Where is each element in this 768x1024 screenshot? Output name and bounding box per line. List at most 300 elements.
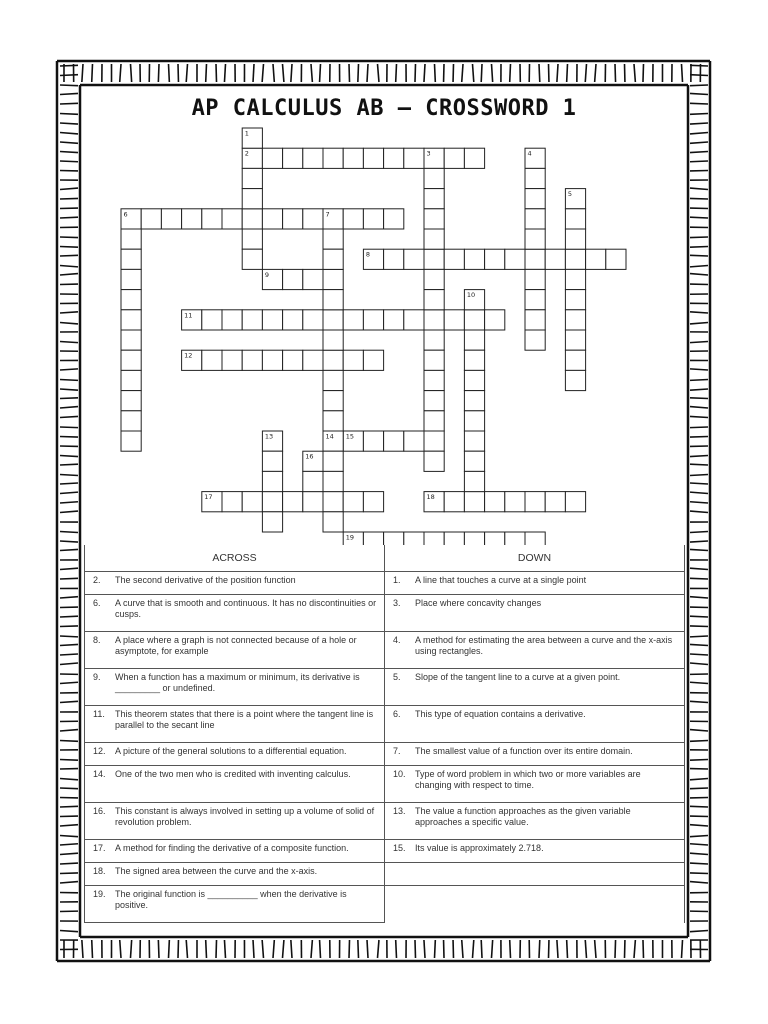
crossword-cell[interactable] bbox=[323, 148, 343, 168]
border-hatch bbox=[60, 644, 78, 645]
crossword-cell[interactable] bbox=[384, 310, 404, 330]
clue-number-label: 11 bbox=[184, 311, 193, 320]
border-hatch bbox=[424, 940, 425, 958]
crossword-cell[interactable] bbox=[222, 310, 242, 330]
crossword-cell[interactable] bbox=[424, 532, 444, 545]
border-hatch bbox=[481, 940, 482, 958]
crossword-cell[interactable] bbox=[323, 370, 343, 390]
across-clue bbox=[85, 885, 385, 922]
border-hatch bbox=[690, 873, 708, 874]
crossword-cell[interactable] bbox=[404, 310, 424, 330]
crossword-cell[interactable] bbox=[565, 370, 585, 390]
crossword-cell[interactable] bbox=[363, 492, 383, 512]
crossword-cell[interactable] bbox=[464, 249, 484, 269]
crossword-cell[interactable] bbox=[121, 290, 141, 310]
border-hatch bbox=[690, 882, 708, 883]
border-hatch bbox=[311, 940, 312, 958]
crossword-cell[interactable] bbox=[343, 148, 363, 168]
crossword-cell[interactable] bbox=[283, 492, 303, 512]
clue-number-label: 4 bbox=[527, 149, 532, 158]
crossword-cell[interactable] bbox=[464, 492, 484, 512]
crossword-cell[interactable] bbox=[444, 249, 464, 269]
crossword-cell[interactable] bbox=[525, 269, 545, 289]
crossword-cell[interactable] bbox=[525, 229, 545, 249]
border-hatch bbox=[60, 701, 78, 702]
crossword-cell[interactable] bbox=[363, 148, 383, 168]
border-hatch bbox=[690, 701, 708, 702]
crossword-cell[interactable] bbox=[242, 492, 262, 512]
crossword-cell[interactable] bbox=[565, 249, 585, 269]
clue-number: 3. bbox=[393, 597, 401, 608]
crossword-cell[interactable] bbox=[121, 431, 141, 451]
border-hatch bbox=[253, 940, 254, 958]
crossword-cell[interactable] bbox=[303, 350, 323, 370]
crossword-cell[interactable] bbox=[464, 431, 484, 451]
clue-number: 9. bbox=[93, 671, 101, 682]
border-hatch bbox=[60, 616, 78, 617]
border-hatch bbox=[690, 788, 708, 789]
border-hatch bbox=[60, 806, 78, 807]
crossword-cell[interactable] bbox=[525, 310, 545, 330]
crossword-cell[interactable] bbox=[303, 471, 323, 491]
empty-clue-cell bbox=[385, 885, 685, 922]
crossword-cell[interactable] bbox=[323, 451, 343, 471]
border-hatch bbox=[60, 626, 78, 627]
border-hatch bbox=[492, 940, 493, 958]
crossword-cell[interactable] bbox=[283, 310, 303, 330]
down-clue bbox=[385, 839, 685, 862]
crossword-cell[interactable] bbox=[525, 209, 545, 229]
down-clue bbox=[385, 765, 685, 802]
crossword-cell[interactable] bbox=[121, 330, 141, 350]
crossword-cell[interactable] bbox=[525, 249, 545, 269]
border-hatch bbox=[349, 940, 350, 958]
crossword-cell[interactable] bbox=[565, 492, 585, 512]
border-hatch bbox=[690, 863, 708, 864]
crossword-cell[interactable] bbox=[424, 168, 444, 188]
crossword-cell[interactable] bbox=[363, 350, 383, 370]
crossword-cell[interactable] bbox=[384, 532, 404, 545]
crossword-cell[interactable] bbox=[444, 492, 464, 512]
crossword-cell[interactable] bbox=[121, 350, 141, 370]
clue-text: Place where concavity changes bbox=[415, 597, 542, 608]
border-hatch bbox=[60, 549, 78, 550]
crossword-cell[interactable] bbox=[565, 209, 585, 229]
crossword-cell[interactable] bbox=[363, 532, 383, 545]
clue-row bbox=[85, 862, 685, 885]
border-hatch bbox=[60, 863, 78, 864]
crossword-cell[interactable] bbox=[121, 411, 141, 431]
clue-text: A curve that is smooth and continuous. It has no discontinuities or cusps. bbox=[115, 597, 377, 619]
border-hatch bbox=[60, 682, 78, 683]
crossword-cell[interactable] bbox=[464, 310, 484, 330]
crossword-cell[interactable] bbox=[121, 269, 141, 289]
clue-number-label: 12 bbox=[184, 351, 193, 360]
border-hatch bbox=[690, 654, 708, 655]
crossword-cell[interactable] bbox=[343, 310, 363, 330]
crossword-cell[interactable] bbox=[404, 532, 424, 545]
crossword-cell[interactable] bbox=[323, 290, 343, 310]
clue-number: 18. bbox=[93, 865, 106, 876]
border-hatch bbox=[690, 730, 708, 731]
clue-text: This constant is always involved in setting up a volume of solid of revolution problem. bbox=[115, 805, 375, 827]
crossword-cell[interactable] bbox=[424, 431, 444, 451]
crossword-cell[interactable] bbox=[262, 350, 282, 370]
crossword-cell[interactable] bbox=[404, 148, 424, 168]
border-hatch bbox=[131, 940, 132, 958]
crossword-cell[interactable] bbox=[525, 330, 545, 350]
crossword-cell[interactable] bbox=[525, 492, 545, 512]
crossword-cell[interactable] bbox=[384, 249, 404, 269]
crossword-cell[interactable] bbox=[424, 310, 444, 330]
crossword-cell[interactable] bbox=[323, 330, 343, 350]
crossword-cell[interactable] bbox=[384, 209, 404, 229]
down-clue bbox=[385, 802, 685, 839]
crossword-cell[interactable] bbox=[586, 249, 606, 269]
crossword-cell[interactable] bbox=[525, 532, 545, 545]
border-hatch bbox=[690, 825, 708, 826]
crossword-cell[interactable] bbox=[424, 229, 444, 249]
clue-number-label: 7 bbox=[325, 210, 330, 219]
clue-number-label: 17 bbox=[204, 493, 213, 502]
crossword-cell[interactable] bbox=[464, 330, 484, 350]
crossword-cell[interactable] bbox=[222, 492, 242, 512]
crossword-cell[interactable] bbox=[262, 451, 282, 471]
clue-number: 8. bbox=[93, 634, 101, 645]
border-hatch bbox=[60, 760, 78, 761]
border-hatch bbox=[283, 940, 284, 958]
crossword-cell[interactable] bbox=[424, 330, 444, 350]
down-clue bbox=[385, 572, 685, 595]
border-hatch bbox=[60, 663, 78, 664]
down-header: DOWN bbox=[385, 545, 685, 572]
crossword-cell[interactable] bbox=[424, 209, 444, 229]
crossword-cell[interactable] bbox=[464, 370, 484, 390]
clue-row bbox=[85, 594, 685, 631]
down-clue bbox=[385, 668, 685, 705]
crossword-cell[interactable] bbox=[323, 310, 343, 330]
border-hatch bbox=[690, 760, 708, 761]
crossword-cell[interactable] bbox=[485, 492, 505, 512]
across-clue bbox=[85, 631, 385, 668]
border-hatch bbox=[60, 636, 78, 637]
crossword-cell[interactable] bbox=[424, 269, 444, 289]
clue-text: Type of word problem in which two or more variables are changing with respect to time. bbox=[415, 768, 641, 790]
crossword-cell[interactable] bbox=[121, 229, 141, 249]
across-clue bbox=[85, 705, 385, 742]
crossword-cell[interactable] bbox=[464, 411, 484, 431]
crossword-cell[interactable] bbox=[565, 330, 585, 350]
down-clue bbox=[385, 631, 685, 668]
crossword-cell[interactable] bbox=[121, 391, 141, 411]
crossword-cell[interactable] bbox=[464, 148, 484, 168]
crossword-cell[interactable] bbox=[222, 209, 242, 229]
crossword-cell[interactable] bbox=[262, 471, 282, 491]
crossword-cell[interactable] bbox=[303, 310, 323, 330]
crossword-cell[interactable] bbox=[262, 310, 282, 330]
border-hatch bbox=[60, 654, 78, 655]
border-hatch bbox=[60, 882, 78, 883]
clue-number-label: 2 bbox=[244, 149, 249, 158]
crossword-cell[interactable] bbox=[303, 148, 323, 168]
crossword-cell[interactable] bbox=[202, 310, 222, 330]
clue-number: 2. bbox=[93, 575, 101, 585]
crossword-cell[interactable] bbox=[323, 229, 343, 249]
crossword-cell[interactable] bbox=[424, 370, 444, 390]
clue-number-label: 14 bbox=[325, 432, 334, 441]
crossword-cell[interactable] bbox=[565, 350, 585, 370]
clue-row bbox=[85, 572, 685, 595]
crossword-cell[interactable] bbox=[565, 229, 585, 249]
crossword-cell[interactable] bbox=[121, 310, 141, 330]
crossword-cell[interactable] bbox=[444, 310, 464, 330]
crossword-cell[interactable] bbox=[464, 471, 484, 491]
clue-text: The smallest value of a function over its entire domain. bbox=[415, 745, 633, 756]
clue-number: 15. bbox=[393, 842, 406, 853]
border-hatch bbox=[690, 682, 708, 683]
border-hatch bbox=[690, 836, 708, 837]
clue-number: 6. bbox=[93, 597, 101, 608]
crossword-cell[interactable] bbox=[525, 189, 545, 209]
border-hatch bbox=[60, 730, 78, 731]
clue-text: A picture of the general solutions to a differential equation. bbox=[115, 745, 347, 756]
clue-number: 7. bbox=[393, 745, 401, 756]
border-hatch bbox=[60, 853, 78, 854]
border-hatch bbox=[358, 940, 359, 958]
crossword-cell[interactable] bbox=[161, 209, 181, 229]
crossword-cell[interactable] bbox=[242, 249, 262, 269]
border-hatch bbox=[82, 940, 83, 958]
across-clue bbox=[85, 742, 385, 765]
border-hatch bbox=[262, 940, 263, 958]
crossword-cell[interactable] bbox=[323, 350, 343, 370]
crossword-cell[interactable] bbox=[242, 189, 262, 209]
across-clue bbox=[85, 594, 385, 631]
border-hatch bbox=[682, 940, 683, 958]
crossword-cell[interactable] bbox=[464, 350, 484, 370]
clue-text: Slope of the tangent line to a curve at a given point. bbox=[415, 671, 621, 682]
border-hatch bbox=[690, 626, 708, 627]
border-hatch bbox=[510, 940, 511, 958]
crossword-cell[interactable] bbox=[384, 148, 404, 168]
crossword-cell[interactable] bbox=[242, 168, 262, 188]
border-hatch bbox=[643, 940, 644, 958]
clue-text: This type of equation contains a derivative. bbox=[415, 708, 586, 719]
border-hatch bbox=[120, 940, 121, 958]
crossword-cell[interactable] bbox=[404, 431, 424, 451]
clue-number: 13. bbox=[393, 805, 406, 816]
clue-text: When a function has a maximum or minimum, its derivative is _________ or undefined. bbox=[115, 671, 360, 693]
clue-number: 5. bbox=[393, 671, 401, 682]
crossword-cell[interactable] bbox=[323, 249, 343, 269]
crossword-cell[interactable] bbox=[464, 451, 484, 471]
clue-row bbox=[85, 839, 685, 862]
across-clue bbox=[85, 802, 385, 839]
clue-text: One of the two men who is credited with inventing calculus. bbox=[115, 768, 351, 779]
clue-number: 16. bbox=[93, 805, 106, 816]
clue-number: 14. bbox=[93, 768, 106, 779]
crossword-cell[interactable] bbox=[323, 391, 343, 411]
clue-number: 1. bbox=[393, 575, 401, 585]
border-hatch bbox=[585, 940, 586, 958]
crossword-cell[interactable] bbox=[606, 249, 626, 269]
crossword-cell[interactable] bbox=[545, 249, 565, 269]
border-hatch bbox=[60, 931, 78, 932]
border-hatch bbox=[690, 931, 708, 932]
clue-text: A line that touches a curve at a single point bbox=[415, 575, 587, 585]
crossword-cell[interactable] bbox=[444, 148, 464, 168]
crossword-cell[interactable] bbox=[283, 209, 303, 229]
clue-number-label: 5 bbox=[567, 190, 573, 199]
border-hatch bbox=[60, 597, 78, 598]
across-clue bbox=[85, 572, 385, 595]
crossword-cell[interactable] bbox=[121, 249, 141, 269]
crossword-cell[interactable] bbox=[262, 148, 282, 168]
crossword-cell[interactable] bbox=[565, 269, 585, 289]
crossword-cell[interactable] bbox=[141, 209, 161, 229]
clue-number-label: 10 bbox=[466, 291, 476, 300]
clue-text: A method for finding the derivative of a composite function. bbox=[115, 842, 349, 853]
border-hatch bbox=[690, 549, 708, 550]
border-hatch bbox=[169, 940, 170, 958]
border-hatch bbox=[462, 940, 463, 958]
border-hatch bbox=[224, 940, 225, 958]
clue-row bbox=[85, 631, 685, 668]
crossword-cell[interactable] bbox=[262, 512, 282, 532]
crossword-cell[interactable] bbox=[525, 290, 545, 310]
crossword-cell[interactable] bbox=[121, 370, 141, 390]
crossword-cell[interactable] bbox=[343, 492, 363, 512]
clue-number-label: 1 bbox=[244, 129, 249, 138]
crossword-cell[interactable] bbox=[525, 168, 545, 188]
border-hatch bbox=[273, 940, 274, 958]
crossword-cell[interactable] bbox=[505, 492, 525, 512]
crossword-cell[interactable] bbox=[424, 451, 444, 471]
crossword-cell[interactable] bbox=[242, 350, 262, 370]
crossword-cell[interactable] bbox=[343, 209, 363, 229]
clue-number-label: 8 bbox=[365, 250, 371, 259]
crossword-cell[interactable] bbox=[303, 209, 323, 229]
border-hatch bbox=[158, 940, 159, 958]
crossword-cell[interactable] bbox=[303, 269, 323, 289]
crossword-cell[interactable] bbox=[363, 431, 383, 451]
clue-text: The second derivative of the position function bbox=[115, 575, 296, 585]
border-hatch bbox=[690, 806, 708, 807]
clue-row bbox=[85, 668, 685, 705]
clue-row bbox=[85, 885, 685, 922]
crossword-cell[interactable] bbox=[424, 411, 444, 431]
crossword-cell[interactable] bbox=[323, 492, 343, 512]
across-clue bbox=[85, 862, 385, 885]
across-clue bbox=[85, 839, 385, 862]
crossword-cell[interactable] bbox=[323, 269, 343, 289]
crossword-cell[interactable] bbox=[424, 350, 444, 370]
crossword-cell[interactable] bbox=[363, 209, 383, 229]
clue-number: 6. bbox=[393, 708, 401, 719]
border-hatch bbox=[60, 873, 78, 874]
border-hatch bbox=[291, 940, 292, 958]
clue-number: 10. bbox=[393, 768, 406, 779]
border-hatch bbox=[615, 940, 616, 958]
clue-number-label: 16 bbox=[305, 452, 314, 461]
crossword-cell[interactable] bbox=[485, 532, 505, 545]
crossword-cell[interactable] bbox=[363, 310, 383, 330]
border-hatch bbox=[567, 940, 568, 958]
crossword-cell[interactable] bbox=[545, 492, 565, 512]
crossword-cell[interactable] bbox=[505, 532, 525, 545]
crossword-cell[interactable] bbox=[384, 431, 404, 451]
crossword-cell[interactable] bbox=[323, 512, 343, 532]
crossword-cell[interactable] bbox=[404, 249, 424, 269]
crossword-cell[interactable] bbox=[242, 229, 262, 249]
down-clue bbox=[385, 742, 685, 765]
crossword-cell[interactable] bbox=[222, 350, 242, 370]
border-hatch bbox=[396, 940, 397, 958]
border-hatch bbox=[690, 741, 708, 742]
clue-number: 12. bbox=[93, 745, 106, 756]
clue-text: A method for estimating the area between a curve and the x-axis using rectangles. bbox=[415, 634, 673, 656]
crossword-cell[interactable] bbox=[283, 350, 303, 370]
clue-row bbox=[85, 765, 685, 802]
border-hatch bbox=[92, 940, 93, 958]
crossword-cell[interactable] bbox=[262, 209, 282, 229]
crossword-cell[interactable] bbox=[464, 532, 484, 545]
crossword-cell[interactable] bbox=[424, 290, 444, 310]
crossword-cell[interactable] bbox=[424, 189, 444, 209]
clue-number-label: 6 bbox=[123, 210, 128, 219]
crossword-cell[interactable] bbox=[202, 350, 222, 370]
crossword-cell[interactable] bbox=[242, 310, 262, 330]
crossword-cell[interactable] bbox=[565, 310, 585, 330]
crossword-cell[interactable] bbox=[565, 290, 585, 310]
crossword-cell[interactable] bbox=[505, 249, 525, 269]
clue-text: The original function is __________ when the derivative is positive. bbox=[115, 888, 347, 910]
border-hatch bbox=[60, 578, 78, 579]
clue-number: 11. bbox=[93, 708, 105, 719]
clue-row bbox=[85, 705, 685, 742]
crossword-cell[interactable] bbox=[262, 492, 282, 512]
crossword-cell[interactable] bbox=[242, 209, 262, 229]
crossword-cell[interactable] bbox=[182, 209, 202, 229]
crossword-cell[interactable] bbox=[464, 391, 484, 411]
border-hatch bbox=[186, 940, 187, 958]
crossword-cell[interactable] bbox=[303, 492, 323, 512]
crossword-cell[interactable] bbox=[424, 391, 444, 411]
clue-text: Its value is approximately 2.718. bbox=[415, 842, 544, 853]
clue-number: 17. bbox=[93, 842, 106, 853]
crossword-cell[interactable] bbox=[323, 411, 343, 431]
crossword-cell[interactable] bbox=[485, 310, 505, 330]
crossword-cell[interactable] bbox=[444, 532, 464, 545]
crossword-cell[interactable] bbox=[343, 350, 363, 370]
clue-table bbox=[84, 545, 685, 923]
crossword-cell[interactable] bbox=[323, 471, 343, 491]
clue-number: 4. bbox=[393, 634, 401, 645]
border-hatch bbox=[690, 844, 708, 845]
crossword-cell[interactable] bbox=[283, 148, 303, 168]
border-hatch bbox=[690, 568, 708, 569]
clue-row bbox=[85, 802, 685, 839]
crossword-cell[interactable] bbox=[424, 249, 444, 269]
crossword-cell[interactable] bbox=[202, 209, 222, 229]
border-hatch bbox=[473, 940, 474, 958]
crossword-cell[interactable] bbox=[485, 249, 505, 269]
border-hatch bbox=[690, 578, 708, 579]
crossword-cell[interactable] bbox=[283, 269, 303, 289]
border-hatch bbox=[690, 779, 708, 780]
border-hatch bbox=[367, 940, 368, 958]
border-hatch bbox=[690, 636, 708, 637]
